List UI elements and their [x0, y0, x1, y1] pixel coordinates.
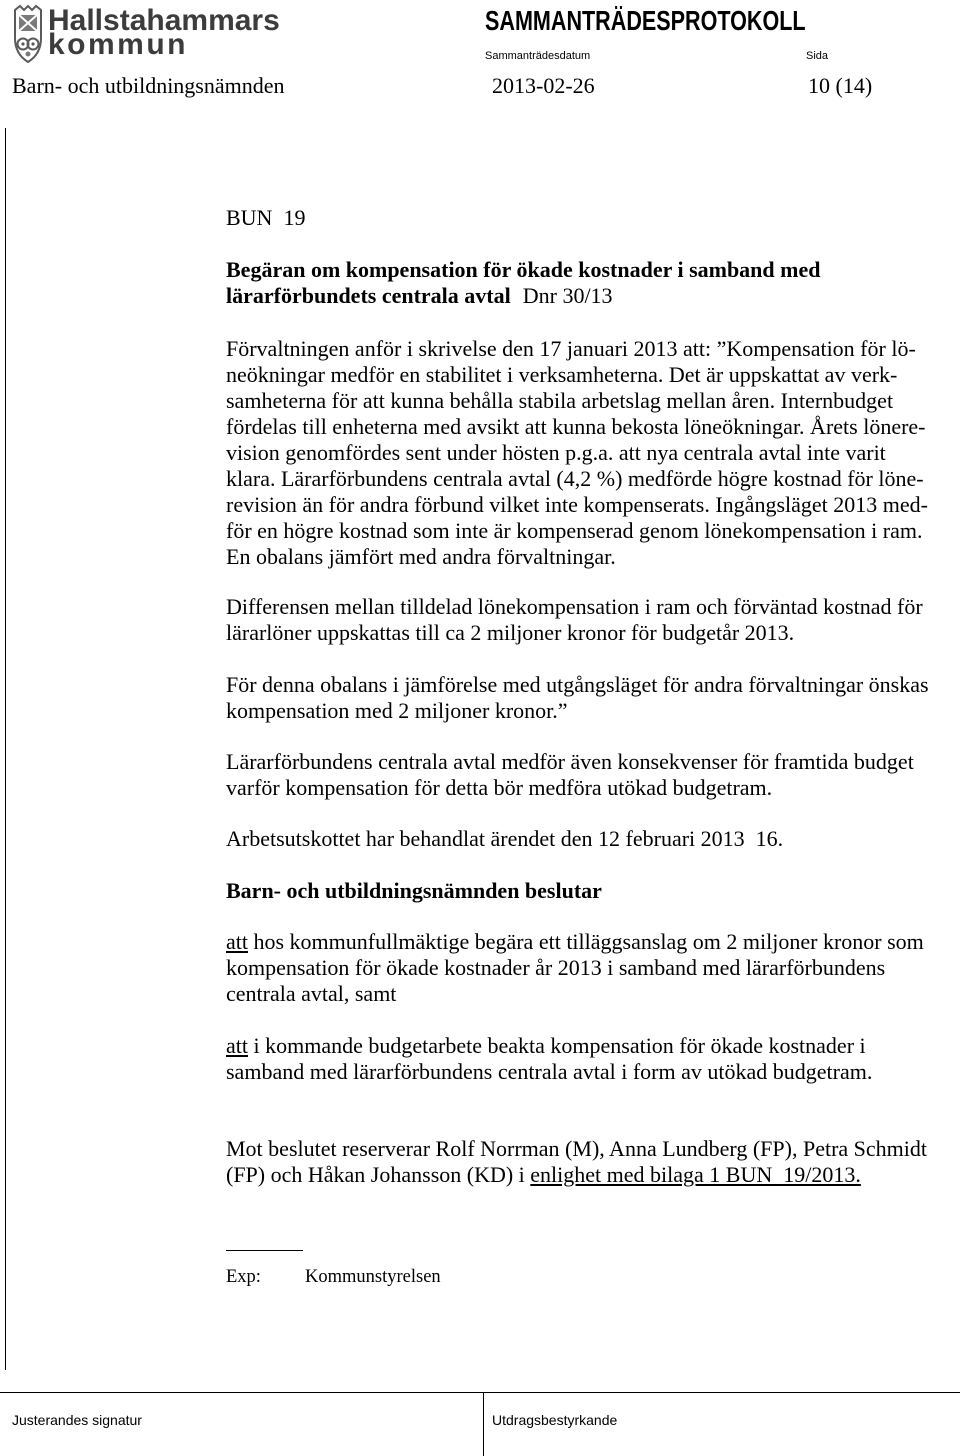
certified-extract-label: Utdragsbestyrkande — [492, 1412, 618, 1428]
adjuster-signature-label: Justerandes signatur — [12, 1412, 142, 1428]
paragraph-line: Lärarförbundens centrala avtal medför även konsekvenser för framtida budget — [226, 749, 914, 774]
consequences-paragraph — [226, 749, 914, 801]
paragraph-line: För denna obalans i jämförelse med utgångsläget för andra förvaltningar önskas — [226, 672, 929, 697]
decision-clause-1 — [226, 929, 924, 1007]
logo-name-line2: kommun — [48, 28, 189, 61]
decision-clause-2 — [226, 1033, 872, 1085]
footer-divider — [483, 1392, 484, 1456]
clause-keyword: att — [226, 1033, 248, 1058]
paragraph-line: Arbetsutskottet har behandlat ärendet den 12 februari 2013 16. — [226, 826, 784, 851]
dispatch-rule — [226, 1250, 303, 1251]
logo-name-line1: Hallstahammars — [48, 4, 280, 37]
paragraph-line: Förvaltningen anför i skrivelse den 17 januari 2013 att: ”Kompensation för lö- — [226, 336, 916, 361]
diary-number: Dnr 30/13 — [522, 283, 613, 308]
clause-text: hos kommunfullmäktige begära ett tilläggsanslag om 2 miljoner kronor som — [248, 929, 924, 954]
item-title-line2: lärarförbundets centrala avtal — [226, 283, 511, 308]
left-margin-rule — [5, 128, 6, 1370]
appendix-reference: enlighet med bilaga 1 BUN 19/2013. — [530, 1162, 861, 1187]
footer-top-rule — [0, 1392, 960, 1393]
document-type-title: SAMMANTRÄDESPROTOKOLL — [485, 5, 806, 36]
paragraph-line: fördelas till enheterna med avsikt att kunna bekosta löneökningar. Årets lönere- — [226, 414, 926, 439]
paragraph-line: vision genomfördes sent under hösten p.g.a. att nya centrala avtal inte varit — [226, 440, 886, 465]
paragraph-line: revision än för andra förbund vilket inte kompenserats. Ingångsläget 2013 med- — [226, 492, 928, 517]
committee-name: Barn- och utbildningsnämnden — [12, 73, 285, 98]
clause-line: centrala avtal, samt — [226, 981, 397, 1006]
clause-line: kompensation för ökade kostnader år 2013 i samband med lärarförbundens — [226, 955, 886, 980]
reservation-text: (FP) och Håkan Johansson (KD) i — [226, 1162, 531, 1187]
reservation-paragraph — [226, 1136, 927, 1188]
decision-heading: Barn- och utbildningsnämnden beslutar — [226, 878, 602, 903]
clause-line: samband med lärarförbundens centrala avtal i form av utökad budgetram. — [226, 1059, 873, 1084]
paragraph-line: samheterna för att kunna behålla stabila arbetslag mellan åren. Internbudget — [226, 388, 894, 413]
paragraph-line: lärarlöner uppskattas till ca 2 miljoner kronor för budgetår 2013. — [226, 620, 795, 645]
paragraph-line: kompensation med 2 miljoner kronor.” — [226, 698, 568, 723]
clause-line — [226, 929, 924, 955]
dispatch-label: Exp: — [226, 1267, 261, 1287]
meeting-date: 2013-02-26 — [492, 73, 595, 98]
item-title-line2-row — [226, 283, 820, 309]
committee-note-paragraph — [226, 826, 783, 852]
clause-line — [226, 1033, 872, 1059]
clause-text: i kommande budgetarbete beakta kompensation för ökade kostnader i — [248, 1033, 866, 1058]
paragraph-line: varför kompensation för detta bör medföra utökad budgetram. — [226, 775, 773, 800]
request-paragraph — [226, 672, 929, 724]
item-title — [226, 257, 820, 309]
dispatch-recipient: Kommunstyrelsen — [305, 1267, 441, 1287]
paragraph-line — [226, 1162, 927, 1188]
paragraph-line: klara. Lärarförbundens centrala avtal (4,2 %) medförde högre kostnad för löne- — [226, 466, 924, 491]
item-number-text: BUN 19 — [226, 205, 306, 230]
paragraph-line: för en högre kostnad som inte är kompenserad genom lönekompensation i ram. — [226, 518, 923, 543]
coat-of-arms-icon — [12, 4, 44, 64]
municipality-logo — [12, 4, 44, 64]
page-number: 10 (14) — [808, 73, 873, 98]
page-label: Sida — [806, 50, 829, 62]
paragraph-line: neökningar medför en stabilitet i verksamheterna. Det är uppskattat av verk- — [226, 362, 898, 387]
background-paragraph — [226, 336, 928, 570]
item-number — [226, 205, 305, 231]
paragraph-line: En obalans jämfört med andra förvaltningar. — [226, 544, 616, 569]
decision-section — [226, 878, 602, 904]
difference-paragraph — [226, 594, 923, 646]
clause-keyword: att — [226, 929, 248, 954]
paragraph-line: Mot beslutet reserverar Rolf Norrman (M), Anna Lundberg (FP), Petra Schmidt — [226, 1136, 928, 1161]
paragraph-line: Differensen mellan tilldelad lönekompensation i ram och förväntad kostnad för — [226, 594, 923, 619]
meeting-date-label: Sammanträdesdatum — [485, 50, 591, 62]
item-title-line1: Begäran om kompensation för ökade kostnader i samband med — [226, 257, 821, 282]
